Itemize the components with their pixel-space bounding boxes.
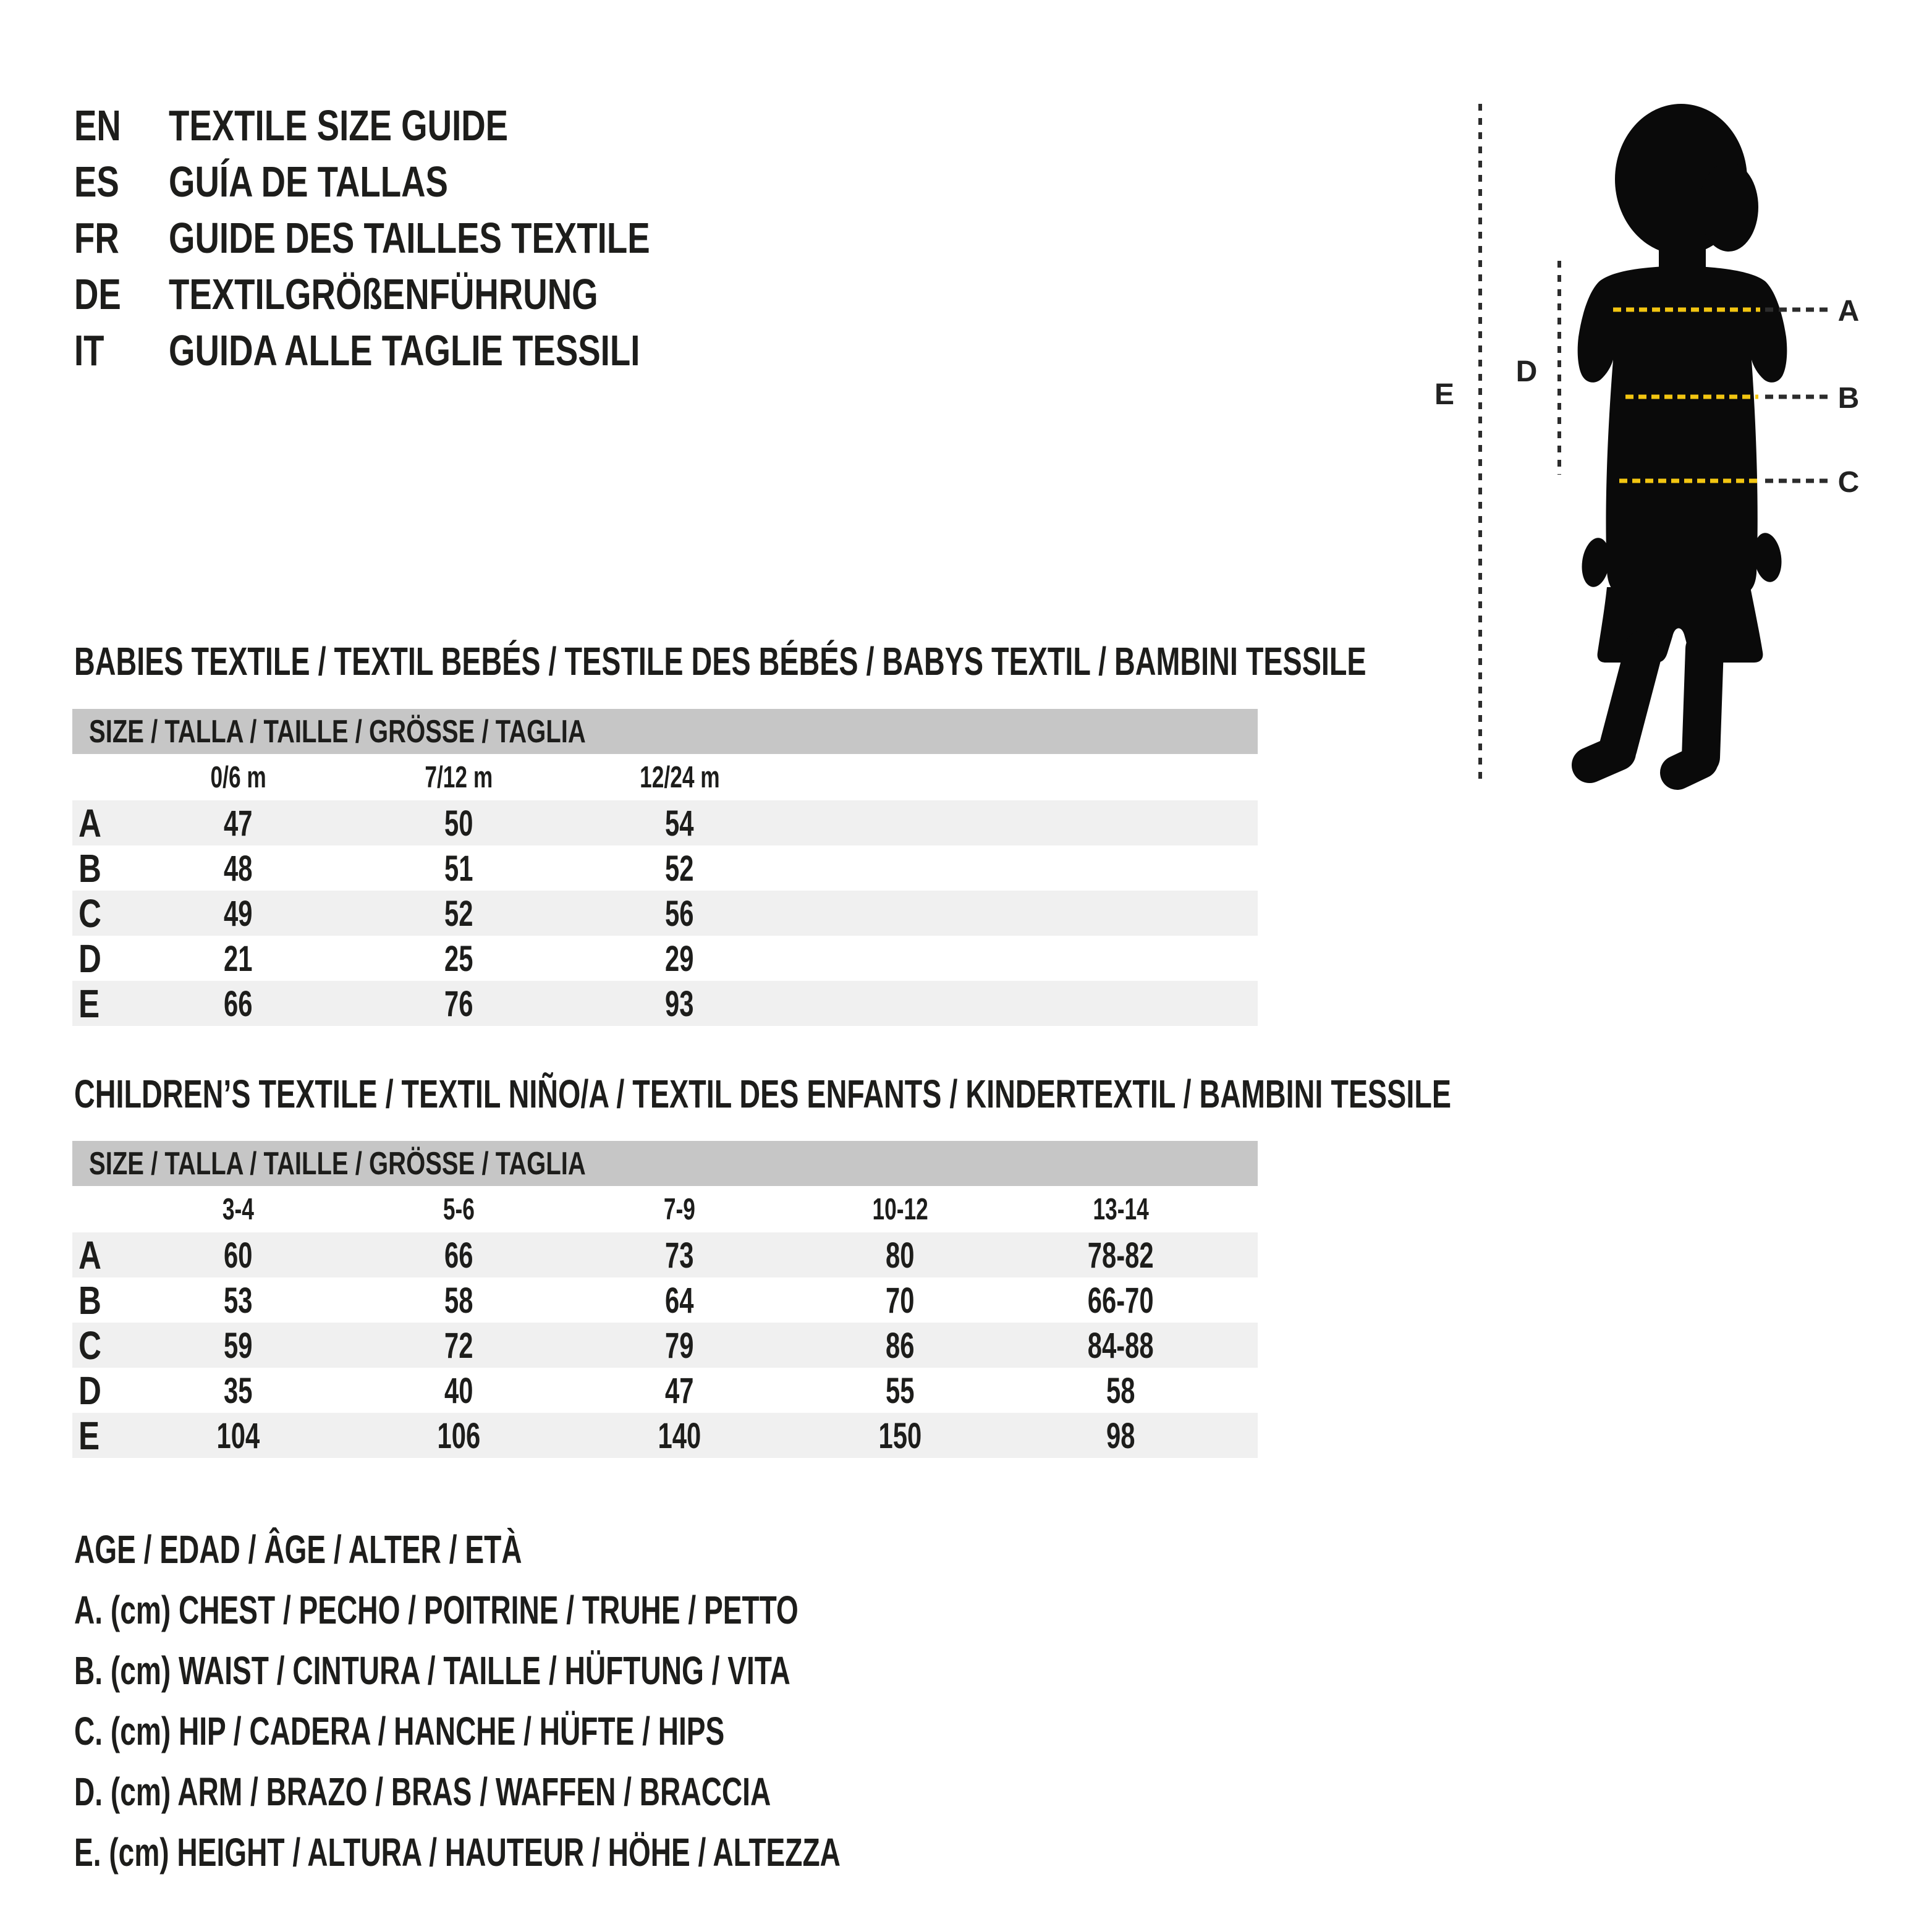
lang-code-de: DE [74,269,121,318]
lang-title-es: GUÍA DE TALLAS [169,157,448,206]
lang-code-en: EN [74,101,121,150]
children-column-header-row [72,1186,1258,1232]
silhouette-right-shoe [1677,761,1701,773]
table-row: C 59 72 79 86 84-88 [72,1323,1258,1368]
silhouette-hair [1699,163,1758,252]
children-col-7-9: 7-9 [663,1192,695,1226]
babies-size-table [72,709,1258,1026]
legend-e-height: E. (cm) HEIGHT / ALTURA / HAUTEUR / HÖHE / ALTEZZA [74,1830,841,1875]
children-col-5-6: 5-6 [443,1192,475,1226]
lang-title-en: TEXTILE SIZE GUIDE [169,101,509,150]
babies-col-0-6m: 0/6 m [210,760,266,794]
lang-row-de [74,266,786,322]
babies-col-7-12m: 7/12 m [425,760,493,794]
table-row: E 104 106 140 150 98 [72,1413,1258,1458]
measurement-figure [1428,93,1891,791]
table-row: D 21 25 29 [78,936,694,981]
legend-b-waist: B. (cm) WAIST / CINTURA / TAILLE / HÜFTUNG / VITA [74,1648,790,1693]
lang-title-it: GUIDA ALLE TAGLIE TESSILI [169,326,640,375]
figure-label-a: A [1837,295,1860,328]
child-silhouette-diagram [1428,93,1891,791]
legend-d-arm: D. (cm) ARM / BRAZO / BRAS / WAFFEN / BRACCIA [74,1769,771,1814]
table-row: E 66 76 93 [72,981,1258,1026]
figure-label-b: B [1837,382,1860,415]
lang-row-en [74,97,786,153]
children-col-10-12: 10-12 [872,1192,928,1226]
table-row: C 49 52 56 [72,891,1258,936]
legend-c-hip: C. (cm) HIP / CADERA / HANCHE / HÜFTE / HIPS [74,1709,725,1753]
language-title-list [74,97,786,378]
babies-col-12-24m: 12/24 m [639,760,720,794]
lang-row-fr [74,210,786,266]
table-row: B 53 58 64 70 66-70 [78,1278,1154,1323]
lang-title-de: TEXTILGRÖßENFÜHRUNG [169,269,598,318]
lang-row-it [74,322,786,378]
children-col-13-14: 13-14 [1093,1192,1149,1226]
figure-label-e: E [1434,378,1455,411]
babies-size-header-bar: SIZE / TALLA / TAILLE / GRÖSSE / TAGLIA [72,709,1258,754]
legend-a-chest: A. (cm) CHEST / PECHO / POITRINE / TRUHE / PETTO [74,1588,799,1632]
children-section-title: CHILDREN’S TEXTILE / TEXTIL NIÑO/A / TEXTIL DES ENFANTS / KINDERTEXTIL / BAMBINI TESSILE [74,1072,1452,1116]
babies-section-title: BABIES TEXTILE / TEXTIL BEBÉS / TESTILE DES BÉBÉS / BABYS TEXTIL / BAMBINI TESSILE [74,639,1366,684]
lang-code-it: IT [74,326,104,375]
figure-label-c: C [1837,466,1860,499]
figure-label-d: D [1515,355,1538,388]
lang-title-fr: GUIDE DES TAILLES TEXTILE [169,213,650,262]
lang-code-es: ES [74,157,119,206]
measurement-legend [74,1519,1138,1883]
lang-row-es [74,153,786,210]
legend-age: AGE / EDAD / ÂGE / ALTER / ETÀ [74,1527,522,1572]
table-row: A 47 50 54 [72,800,1258,845]
children-col-3-4: 3-4 [222,1192,254,1226]
table-row: B 48 51 52 [78,846,694,891]
children-size-header-bar: SIZE / TALLA / TAILLE / GRÖSSE / TAGLIA [72,1141,1258,1186]
silhouette-left-shoe [1590,753,1618,765]
table-row: D 35 40 47 55 58 [78,1368,1135,1413]
lang-code-fr: FR [74,213,119,262]
table-row: A 60 66 73 80 78-82 [72,1232,1258,1277]
babies-column-header-row [72,754,1258,800]
children-size-table [72,1141,1258,1458]
